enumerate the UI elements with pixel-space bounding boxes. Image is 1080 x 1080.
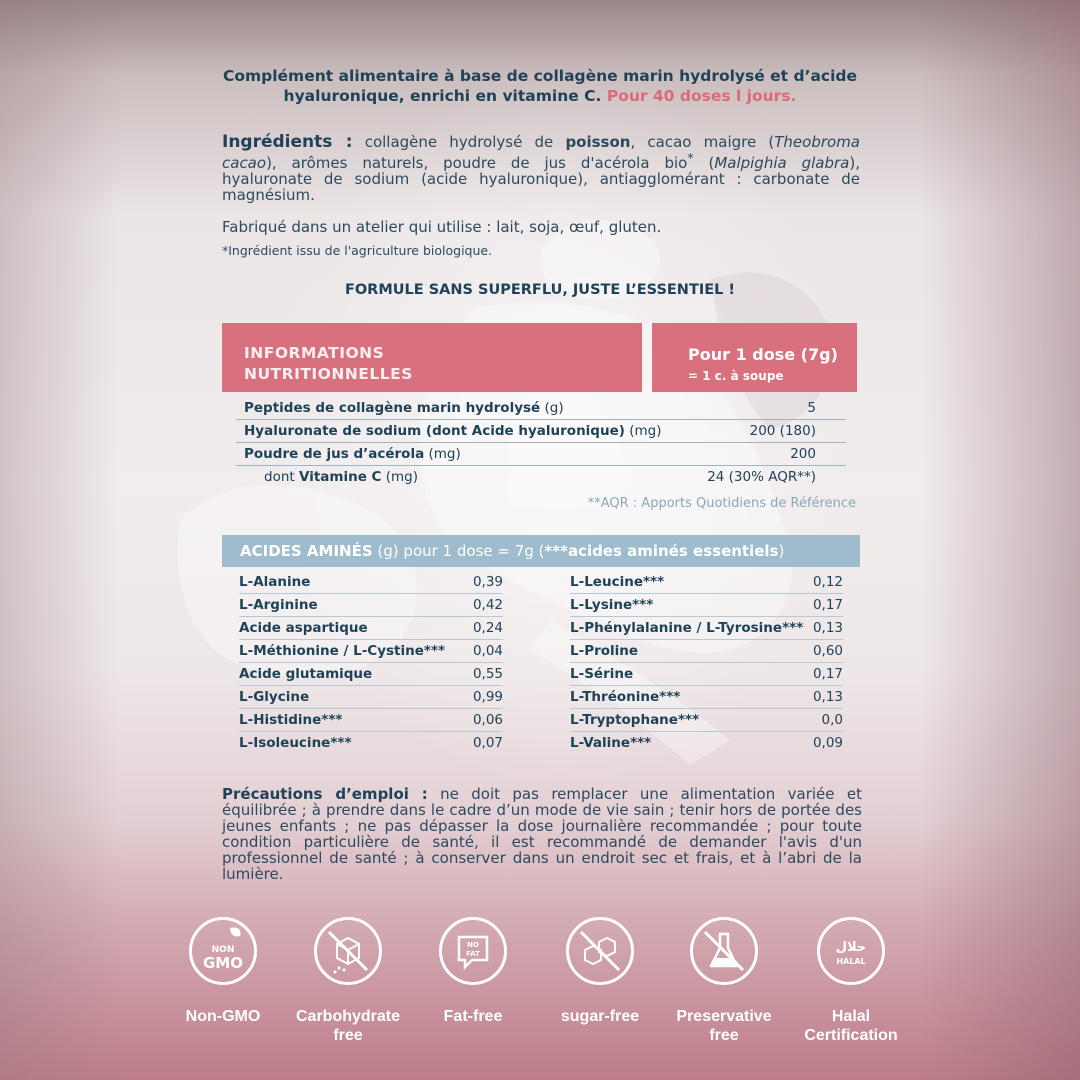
amino-acid-value: 0,13	[812, 689, 843, 705]
amino-acid-value: 0,07	[472, 735, 503, 751]
background-shade-left	[0, 0, 120, 1080]
amino-acid-value: 0,04	[472, 643, 503, 659]
nutrition-row	[236, 466, 846, 488]
precautions-label: Précautions d’emploi :	[222, 785, 428, 803]
halal-icon-text: HALAL	[836, 957, 866, 966]
ingredients-paragraph	[222, 134, 860, 203]
badge-label: Halal	[831, 1008, 871, 1025]
carbohydrate-free-icon	[314, 917, 382, 985]
nutrition-unit: (mg)	[624, 423, 662, 439]
amino-acid-row	[239, 617, 503, 640]
amino-acid-name: L-Méthionine / L-Cystine***	[239, 643, 446, 659]
product-description-text: Complément alimentaire à base de collagène marin hydrolysé et d’acide hyaluronique, enrichi en vitamine C.	[222, 67, 858, 105]
amino-acid-row	[570, 617, 843, 640]
ingredient-latin-acerola: Malpighia glabra	[714, 154, 850, 172]
amino-acid-row	[570, 732, 843, 754]
amino-acid-name: L-Isoleucine***	[239, 735, 352, 751]
badge-non-gmo	[158, 917, 288, 1047]
nutrition-label: Hyaluronate de sodium (dont Acide hyaluronique)	[244, 423, 625, 439]
nutrition-header-line-2: NUTRITIONNELLES	[244, 365, 413, 383]
amino-acid-value: 0,06	[472, 712, 503, 728]
amino-acid-row	[239, 709, 503, 732]
amino-acid-value: 0,12	[812, 574, 843, 590]
nutrition-row	[236, 443, 846, 466]
amino-header-essential: ***acides aminés essentiels	[544, 542, 779, 560]
nutrition-label: Poudre de jus d’acérola	[244, 446, 425, 462]
fat-free-icon	[439, 917, 507, 985]
dose-header-subtitle: = 1 c. à soupe	[688, 369, 784, 383]
amino-acid-value: 0,17	[812, 666, 843, 682]
aqr-footnote: **AQR : Apports Quotidiens de Référence	[587, 496, 856, 511]
halal-icon-arabic: حلال	[835, 940, 867, 955]
organic-footnote: *Ingrédient issu de l'agriculture biologique.	[222, 243, 493, 258]
amino-acid-row	[570, 663, 843, 686]
amino-header-title: ACIDES AMINÉS	[240, 542, 373, 560]
amino-acid-value: 0,09	[812, 735, 843, 751]
amino-acid-name: L-Alanine	[239, 574, 311, 590]
amino-acid-row	[239, 732, 503, 754]
badge-preservative-free	[659, 917, 789, 1047]
amino-acid-row	[570, 709, 843, 732]
amino-acid-name: L-Thréonine***	[570, 689, 681, 705]
organic-asterisk: *	[687, 150, 694, 165]
formula-slogan: FORMULE SANS SUPERFLU, JUSTE L’ESSENTIEL !	[344, 282, 736, 298]
badge-label-2: free	[333, 1027, 363, 1044]
badge-label: sugar-free	[560, 1008, 640, 1025]
amino-acid-value: 0,0	[821, 712, 843, 728]
preservative-free-icon	[690, 917, 758, 985]
nutrition-value: 24 (30% AQR**)	[707, 469, 816, 485]
amino-acid-value: 0,13	[812, 620, 843, 636]
fat-free-icon-text-top: NO	[467, 941, 479, 949]
amino-header-dose: (g) pour 1 dose = 7g (	[372, 542, 545, 560]
badge-label: Fat-free	[443, 1008, 503, 1025]
product-description	[190, 66, 890, 106]
nutrition-header-line-1: INFORMATIONS	[244, 344, 385, 362]
non-gmo-icon-text-top: NON	[211, 945, 235, 955]
background-shade-right	[920, 0, 1080, 1080]
amino-acid-name: L-Valine***	[570, 735, 652, 751]
dose-header	[652, 323, 857, 392]
amino-acid-row	[239, 571, 503, 594]
nutrition-row	[236, 397, 846, 420]
amino-acid-row	[239, 594, 503, 617]
badge-sugar-free	[535, 917, 665, 1047]
amino-acid-value: 0,55	[472, 666, 503, 682]
amino-acid-name: L-Tryptophane***	[570, 712, 700, 728]
non-gmo-icon-text-bottom: GMO	[203, 954, 243, 972]
amino-acid-name: L-Sérine	[570, 666, 634, 682]
amino-acids-header	[222, 535, 860, 567]
amino-acid-name: L-Arginine	[239, 597, 318, 613]
ingredients-text-5: ), hyaluronate de sodium (acide hyaluronique), antiagglomérant : carbonate de magnésium.	[222, 154, 860, 204]
amino-acid-value: 0,39	[472, 574, 503, 590]
fat-free-icon-text-bottom: FAT	[466, 950, 480, 958]
nutrition-header	[222, 323, 642, 392]
amino-acid-name: L-Proline	[570, 643, 639, 659]
halal-icon	[817, 917, 885, 985]
amino-acid-value: 0,17	[812, 597, 843, 613]
ingredients-text-2: , cacao maigre (	[630, 133, 775, 151]
badge-label: Preservative	[676, 1008, 772, 1025]
amino-acid-name: Acide aspartique	[239, 620, 368, 636]
badge-label-2: free	[709, 1027, 739, 1044]
badge-label: Carbohydrate	[295, 1008, 401, 1025]
amino-acid-row	[570, 686, 843, 709]
nutrition-value: 200	[790, 446, 816, 462]
ingredient-latin-cacao: Theobroma cacao	[222, 133, 860, 172]
amino-acid-name: L-Phénylalanine / L-Tyrosine***	[570, 620, 804, 636]
badge-halal	[786, 917, 916, 1047]
ingredients-text-4: (	[693, 154, 715, 172]
sugar-free-icon	[566, 917, 634, 985]
badge-label-2: Certification	[804, 1027, 898, 1044]
amino-acid-row	[570, 571, 843, 594]
allergen-notice: Fabriqué dans un atelier qui utilise : lait, soja, œuf, gluten.	[222, 218, 662, 236]
dose-header-title: Pour 1 dose (7g)	[688, 345, 838, 364]
nutrition-unit: (mg)	[424, 446, 461, 462]
amino-acid-name: L-Lysine***	[570, 597, 654, 613]
amino-acid-row	[239, 640, 503, 663]
doses-highlight: Pour 40 doses l jours.	[606, 87, 797, 105]
nutrition-unit: (mg)	[381, 469, 419, 485]
nutrition-value: 200 (180)	[749, 423, 816, 439]
amino-acid-name: L-Histidine***	[239, 712, 343, 728]
amino-acid-row	[239, 663, 503, 686]
amino-header-close: )	[778, 542, 785, 560]
ingredients-text-3: ), arômes naturels, poudre de jus d'acérola bio	[266, 154, 688, 172]
ingredients-text-1: collagène hydrolysé de	[352, 133, 566, 151]
precautions-text: ne doit pas remplacer une alimentation variée et équilibrée ; à prendre dans le cadre d’un mode de vie sain ; tenir hors de portée des jeunes enfants ; ne pas dépasser la dose journalière recommandée ; pour toute condition particulière de santé, il est recommandé de demander l'avis d'un professionnel de santé ; à conserver dans un endroit sec et frais, et à l’abri de la lumière.	[222, 785, 862, 883]
nutrition-label: Peptides de collagène marin hydrolysé	[244, 400, 541, 416]
nutrition-value: 5	[807, 400, 816, 416]
ingredient-fish: poisson	[565, 133, 631, 151]
badge-carbohydrate-free	[283, 917, 413, 1047]
amino-acid-value: 0,42	[472, 597, 503, 613]
nutrition-label: Vitamine C	[298, 469, 382, 485]
badge-fat-free	[408, 917, 538, 1047]
nutrition-row	[236, 420, 846, 443]
badge-label: Non-GMO	[185, 1008, 261, 1025]
nutrition-prefix: dont	[264, 469, 299, 485]
amino-acid-name: L-Glycine	[239, 689, 310, 705]
precautions-paragraph	[222, 786, 862, 882]
amino-acid-value: 0,99	[472, 689, 503, 705]
amino-acid-value: 0,60	[812, 643, 843, 659]
amino-acid-value: 0,24	[472, 620, 503, 636]
amino-acid-name: L-Leucine***	[570, 574, 665, 590]
amino-acid-name: Acide glutamique	[239, 666, 373, 682]
ingredients-label: Ingrédients :	[222, 132, 353, 152]
amino-acid-row	[570, 640, 843, 663]
amino-acid-row	[239, 686, 503, 709]
amino-acid-row	[570, 594, 843, 617]
nutrition-unit: (g)	[540, 400, 564, 416]
non-gmo-icon	[189, 917, 257, 985]
